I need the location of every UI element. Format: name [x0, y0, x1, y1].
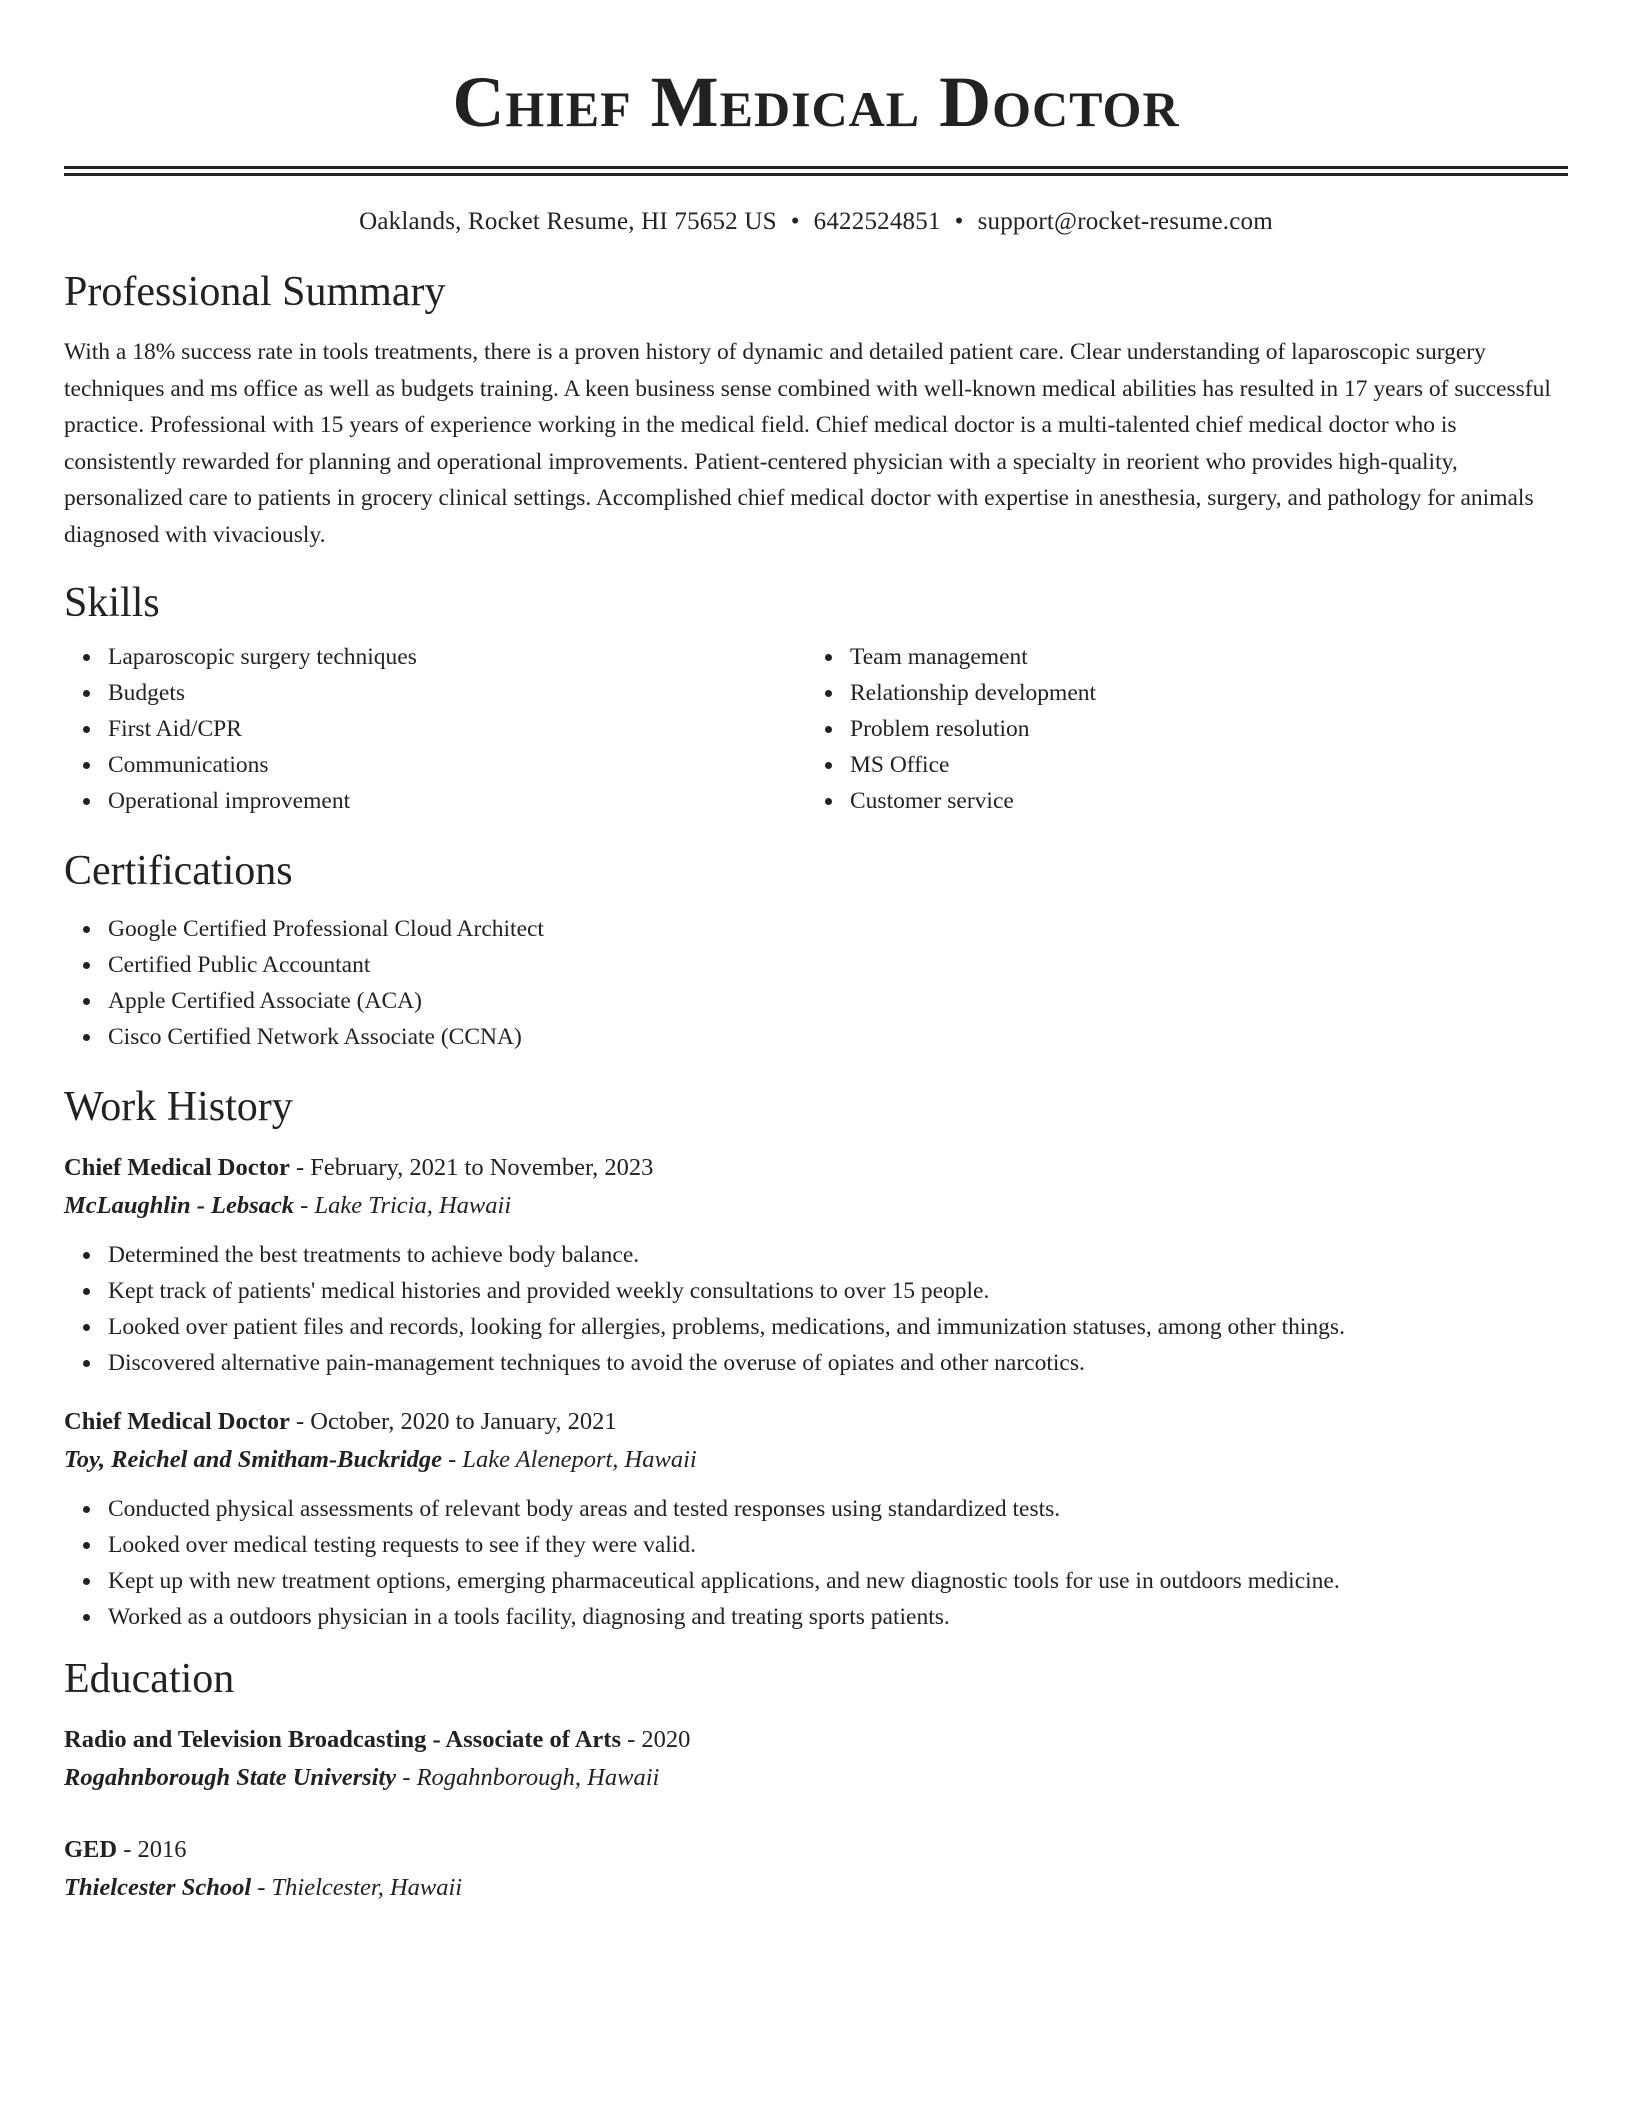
contact-address: Oaklands, Rocket Resume, HI 75652 US [359, 208, 777, 235]
job-title-line [64, 1149, 1568, 1187]
certification-item: Certified Public Accountant [108, 947, 1568, 983]
summary-heading: Professional Summary [64, 269, 446, 315]
skill-item: MS Office [850, 747, 1548, 783]
job-company-line [64, 1441, 1568, 1479]
education-heading: Education [64, 1656, 235, 1702]
education-degree: Radio and Television Broadcasting - Associate of Arts [64, 1726, 621, 1753]
education-location: - Rogahnborough, Hawaii [396, 1764, 660, 1791]
work-history-heading: Work History [64, 1084, 293, 1130]
job-bullet: Looked over medical testing requests to see if they were valid. [108, 1527, 1568, 1563]
certification-item: Cisco Certified Network Associate (CCNA) [108, 1019, 1568, 1055]
skill-item: Team management [850, 639, 1548, 675]
skills-list-right [806, 639, 1548, 819]
education-year: - 2016 [117, 1836, 187, 1863]
job-title-line [64, 1403, 1568, 1441]
job-company: Toy, Reichel and Smitham-Buckridge [64, 1446, 442, 1473]
contact-separator: • [954, 208, 964, 235]
education-location: - Thielcester, Hawaii [251, 1874, 463, 1901]
job-location: - Lake Tricia, Hawaii [294, 1192, 512, 1219]
skill-item: Laparoscopic surgery techniques [108, 639, 806, 675]
certifications-heading: Certifications [64, 848, 293, 894]
job-company: McLaughlin - Lebsack [64, 1192, 295, 1219]
skills-column-left [64, 639, 806, 819]
job-bullet: Worked as a outdoors physician in a tools facility, diagnosing and treating sports patients. [108, 1599, 1568, 1635]
skills-heading: Skills [64, 580, 160, 626]
job-bullet: Determined the best treatments to achieve body balance. [108, 1237, 1568, 1273]
certifications-list [64, 911, 1568, 1055]
job-bullet: Kept up with new treatment options, emerging pharmaceutical applications, and new diagnostic tools for use in outdoors medicine. [108, 1563, 1568, 1599]
job-location: - Lake Aleneport, Hawaii [441, 1446, 697, 1473]
skill-item: Budgets [108, 675, 806, 711]
job-company-line [64, 1187, 1568, 1225]
job-bullet: Looked over patient files and records, looking for allergies, problems, medications, and immunization statuses, among other things. [108, 1309, 1568, 1345]
contact-phone: 6422524851 [813, 208, 941, 235]
education-school: Thielcester School [64, 1874, 252, 1901]
education-degree-line [64, 1721, 1568, 1759]
job-entry [64, 1403, 1568, 1635]
job-entry [64, 1149, 1568, 1381]
skill-item: Relationship development [850, 675, 1548, 711]
job-title: Chief Medical Doctor [64, 1408, 290, 1435]
job-dates: - October, 2020 to January, 2021 [289, 1408, 617, 1435]
skill-item: Problem resolution [850, 711, 1548, 747]
job-bullet: Kept track of patients' medical histories and provided weekly consultations to over 15 people. [108, 1273, 1568, 1309]
contact-separator: • [790, 208, 800, 235]
certification-item: Google Certified Professional Cloud Architect [108, 911, 1568, 947]
job-bullet: Conducted physical assessments of relevant body areas and tested responses using standardized tests. [108, 1491, 1568, 1527]
education-school-line [64, 1759, 1568, 1797]
job-dates: - February, 2021 to November, 2023 [289, 1154, 654, 1181]
header-double-rule [64, 166, 1568, 176]
skill-item: First Aid/CPR [108, 711, 806, 747]
education-year: - 2020 [620, 1726, 691, 1753]
education-school-line [64, 1869, 1568, 1907]
job-bullet-list [64, 1237, 1568, 1381]
certification-item: Apple Certified Associate (ACA) [108, 983, 1568, 1019]
contact-line [64, 206, 1568, 238]
job-bullet: Discovered alternative pain-management techniques to avoid the overuse of opiates and other narcotics. [108, 1345, 1568, 1381]
skills-grid [64, 639, 1568, 819]
skill-item: Operational improvement [108, 783, 806, 819]
summary-text: With a 18% success rate in tools treatments, there is a proven history of dynamic and detailed patient care. Clear understanding of laparoscopic surgery techniques and ms office as well as budgets training. A keen business sense combined with well-known medical abilities has resulted in 17 years of successful practice. Professional with 15 years of experience working in the medical field. Chief medical doctor is a multi-talented chief medical doctor who is consistently rewarded for planning and operational improvements. Patient-centered physician with a specialty in reorient who provides high-quality, personalized care to patients in grocery clinical settings. Accomplished chief medical doctor with expertise in anesthesia, surgery, and pathology for animals diagnosed with vivaciously. [64, 339, 1551, 548]
education-degree-line [64, 1831, 1568, 1869]
education-entry [64, 1831, 1568, 1907]
resume-name: Chief Medical Doctor [452, 62, 1180, 142]
skill-item: Communications [108, 747, 806, 783]
education-entry [64, 1721, 1568, 1797]
job-bullet-list [64, 1491, 1568, 1635]
education-degree: GED [64, 1836, 118, 1863]
education-school: Rogahnborough State University [64, 1764, 397, 1791]
skills-list-left [64, 639, 806, 819]
skill-item: Customer service [850, 783, 1548, 819]
contact-email: support@rocket-resume.com [977, 208, 1273, 235]
job-title: Chief Medical Doctor [64, 1154, 290, 1181]
skills-column-right [806, 639, 1548, 819]
